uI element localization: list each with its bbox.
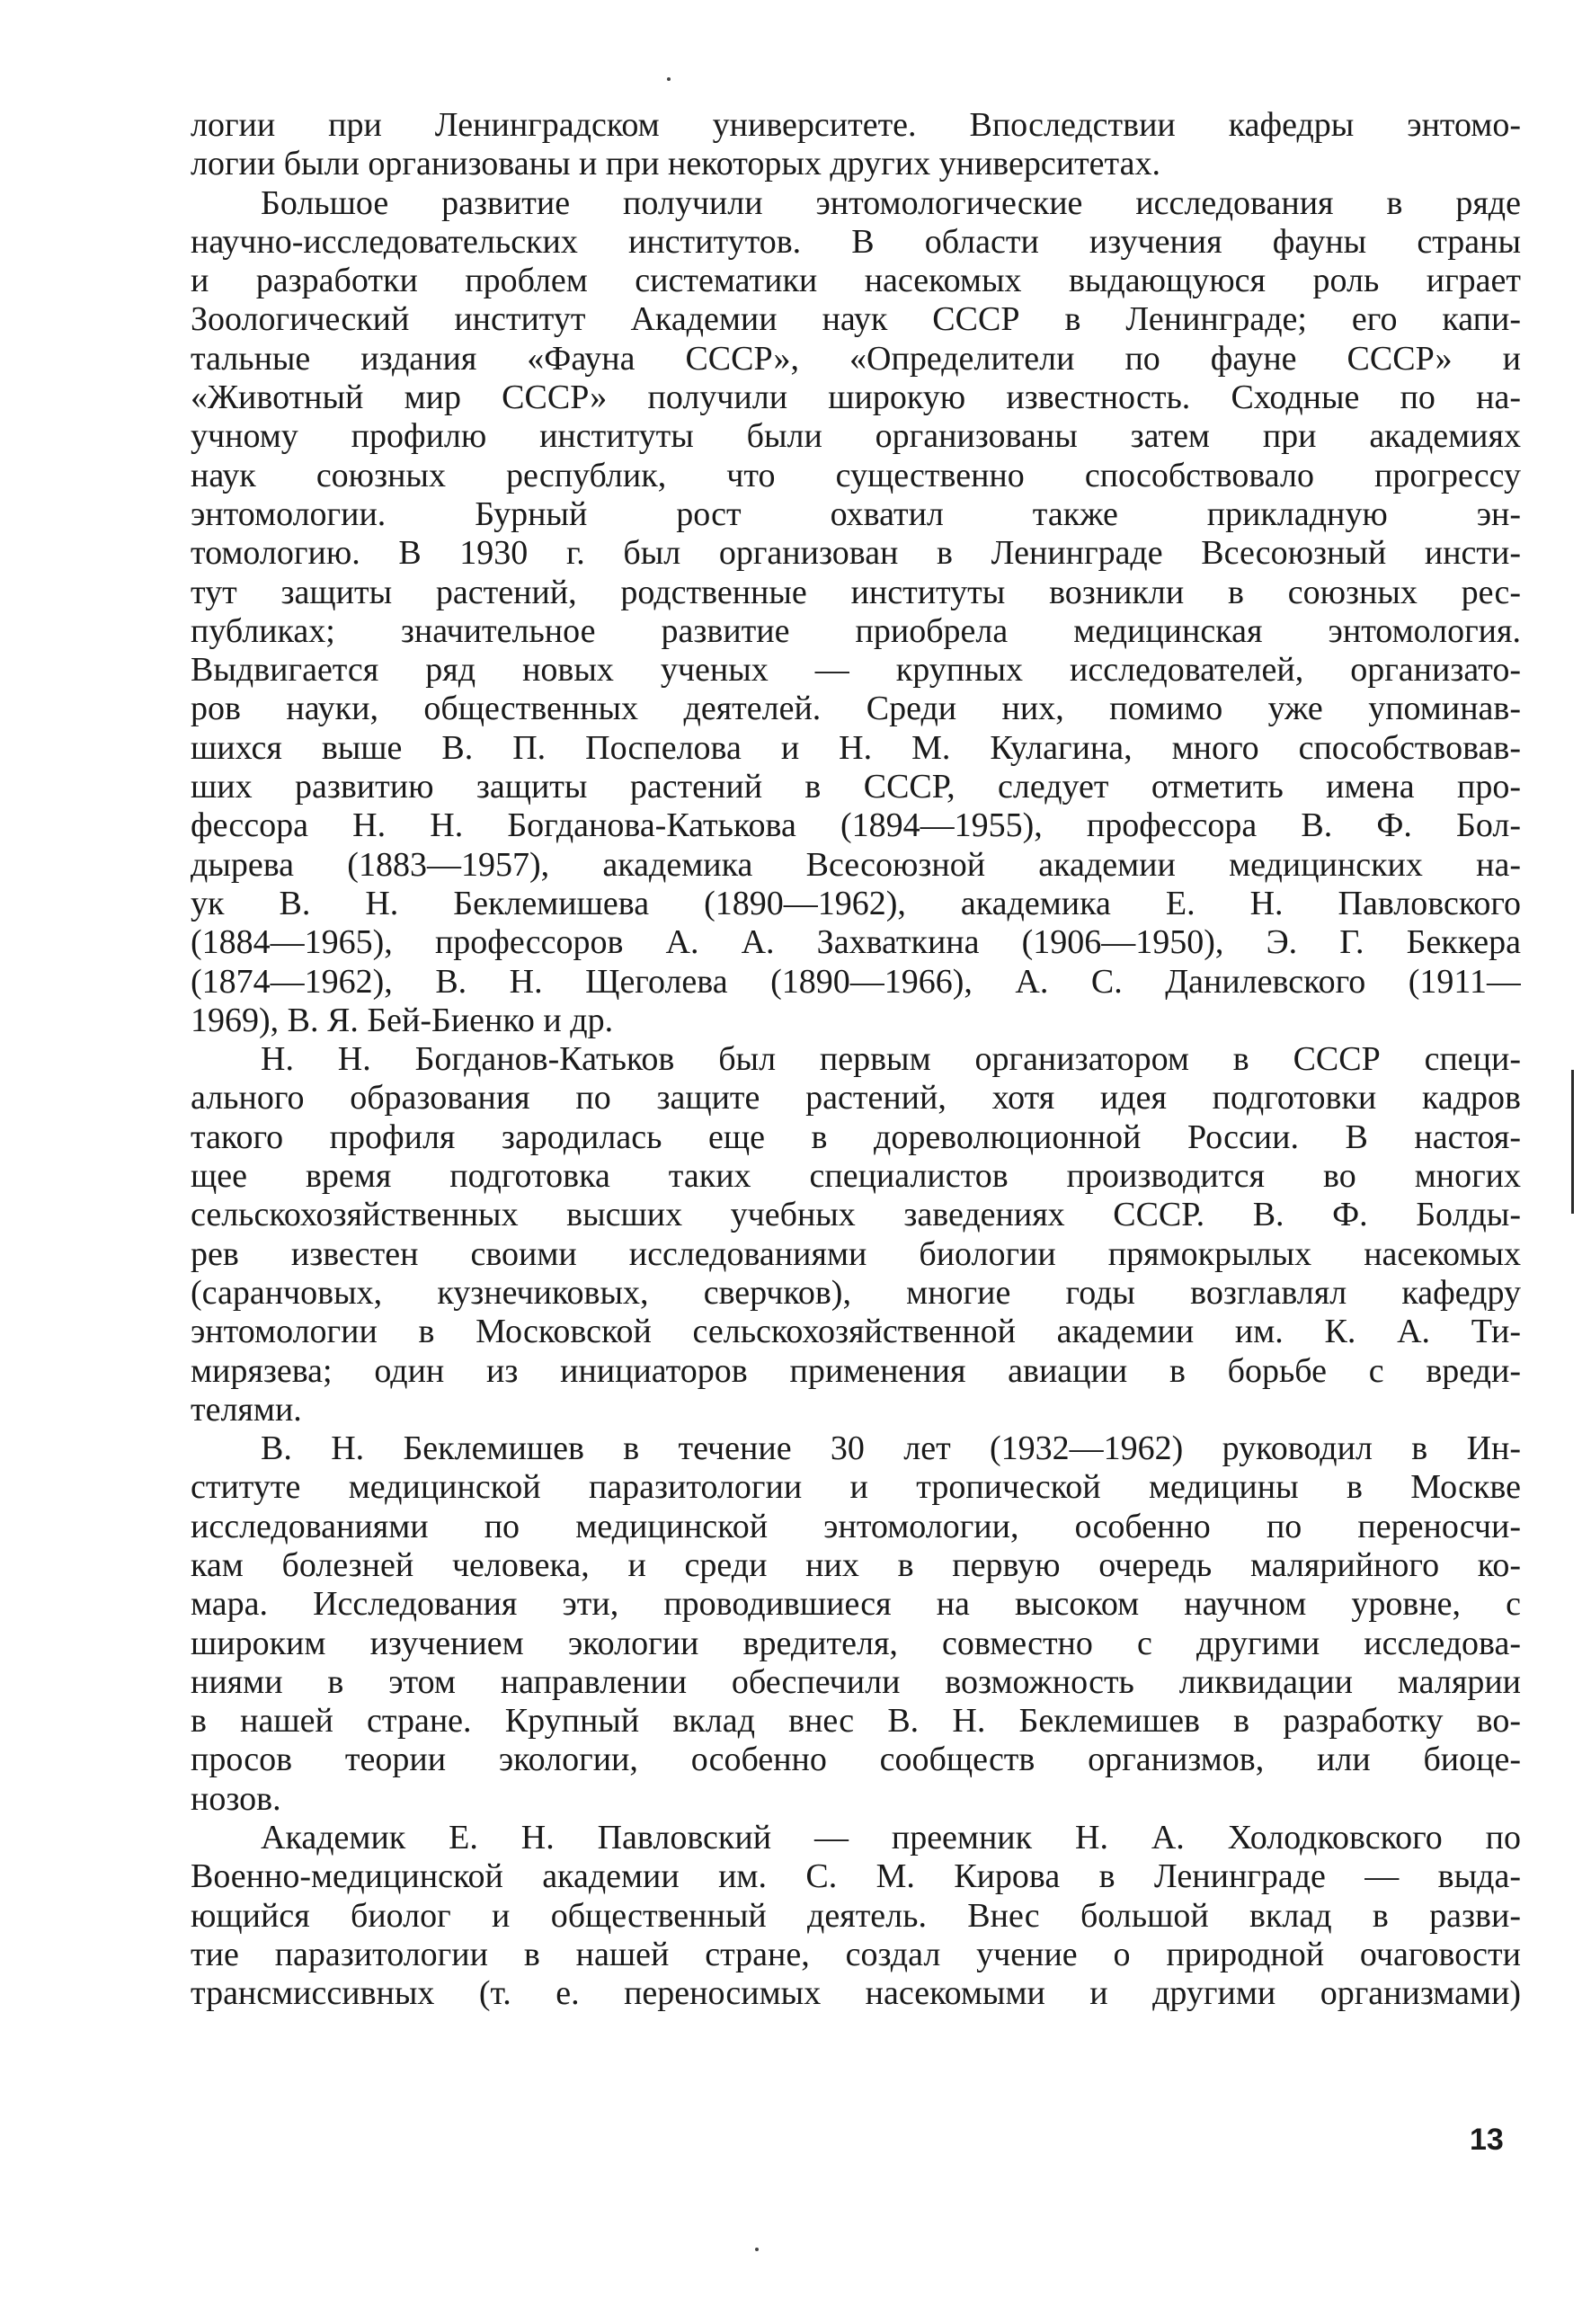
text-line: ниями в этом направлении обеспечили возможность ликвидации малярии bbox=[191, 1662, 1521, 1701]
text-line: мирязева; один из инициаторов применения авиации в борьбе с вреди- bbox=[191, 1351, 1521, 1390]
page-number: 13 bbox=[1470, 2123, 1504, 2157]
text-line: энтомологии. Бурный рост охватил также прикладную эн- bbox=[191, 494, 1521, 533]
margin-mark bbox=[1571, 1070, 1574, 1214]
text-line: ших развитию защиты растений в СССР, следует отметить имена про- bbox=[191, 768, 1521, 806]
text-line: телями. bbox=[191, 1390, 302, 1429]
text-line: нозов. bbox=[191, 1779, 281, 1818]
text-line: (саранчовых, кузнечиковых, сверчков), многие годы возглавлял кафедру bbox=[191, 1273, 1521, 1312]
text-line: энтомологии в Московской сельскохозяйственной академии им. К. А. Ти- bbox=[191, 1313, 1521, 1351]
text-line: Большое развитие получили энтомологические исследования в ряде bbox=[261, 183, 1521, 222]
text-line: мара. Исследования эти, проводившиеся на высоком научном уровне, с bbox=[191, 1585, 1521, 1624]
text-line: (1874—1962), В. Н. Щеголева (1890—1966), А. С. Данилевского (1911— bbox=[191, 962, 1521, 1001]
text-line: ющийся биолог и общественный деятель. Внес большой вклад в разви- bbox=[191, 1896, 1521, 1935]
text-line: ук В. Н. Беклемишева (1890—1962), академика Е. Н. Павловского bbox=[191, 884, 1521, 922]
text-line: тальные издания «Фауна СССР», «Определители по фауне СССР» и bbox=[191, 339, 1521, 378]
text-line: трансмиссивных (т. е. переносимых насекомыми и другими организмами) bbox=[191, 1974, 1521, 2013]
text-line: томологию. В 1930 г. был организован в Ленинграде Всесоюзный инсти- bbox=[191, 534, 1521, 573]
text-line: ального образования по защите растений, хотя идея подготовки кадров bbox=[191, 1079, 1521, 1117]
text-line: логии при Ленинградском университете. Впоследствии кафедры энтомо- bbox=[191, 106, 1521, 144]
text-line: Выдвигается ряд новых ученых — крупных исследователей, организато- bbox=[191, 651, 1521, 690]
text-line: логии были организованы и при некоторых других университетах. bbox=[191, 145, 1160, 183]
text-line: Н. Н. Богданов-Катьков был первым организатором в СССР специ- bbox=[261, 1040, 1521, 1079]
text-line: ституте медицинской паразитологии и тропической медицины в Москве bbox=[191, 1468, 1521, 1507]
text-line: наук союзных республик, что существенно способствовало прогрессу bbox=[191, 456, 1521, 494]
text-line: научно-исследовательских институтов. В области изучения фауны страны bbox=[191, 222, 1521, 261]
text-line: Военно-медицинской академии им. С. М. Кирова в Ленинграде — выда- bbox=[191, 1857, 1521, 1896]
text-line: и разработки проблем систематики насекомых выдающуюся роль играет bbox=[191, 262, 1521, 300]
text-line: широким изучением экологии вредителя, совместно с другими исследова- bbox=[191, 1624, 1521, 1662]
text-line: тие паразитологии в нашей стране, создал учение о природной очаговости bbox=[191, 1935, 1521, 1973]
text-line: сельскохозяйственных высших учебных заведениях СССР. В. Ф. Болды- bbox=[191, 1196, 1521, 1234]
text-line: 1969), В. Я. Бей-Биенко и др. bbox=[191, 1001, 614, 1039]
text-line: Академик Е. Н. Павловский — преемник Н. А. Холодковского по bbox=[261, 1819, 1521, 1857]
text-line: (1884—1965), профессоров А. А. Захваткина (1906—1950), Э. Г. Беккера bbox=[191, 923, 1521, 962]
text-line: тут защиты растений, родственные институты возникли в союзных рес- bbox=[191, 573, 1521, 611]
text-line: «Животный мир СССР» получили широкую известность. Сходные по на- bbox=[191, 378, 1521, 417]
print-speck bbox=[667, 77, 671, 81]
text-line: учному профилю институты были организованы затем при академиях bbox=[191, 417, 1521, 456]
text-line: Зоологический институт Академии наук СССР в Ленинграде; его капи- bbox=[191, 300, 1521, 339]
text-line: просов теории экологии, особенно сообществ организмов, или биоце- bbox=[191, 1741, 1521, 1779]
text-line: дырева (1883—1957), академика Всесоюзной академии медицинских на- bbox=[191, 845, 1521, 884]
text-line: В. Н. Беклемишев в течение 30 лет (1932—1962) руководил в Ин- bbox=[261, 1429, 1521, 1468]
text-line: рев известен своими исследованиями биологии прямокрылых насекомых bbox=[191, 1234, 1521, 1273]
body-text bbox=[191, 106, 1521, 2014]
text-line: в нашей стране. Крупный вклад внес В. Н. Беклемишев в разработку во- bbox=[191, 1702, 1521, 1741]
text-line: ров науки, общественных деятелей. Среди них, помимо уже упоминав- bbox=[191, 690, 1521, 728]
text-line: кам болезней человека, и среди них в первую очередь малярийного ко- bbox=[191, 1545, 1521, 1584]
text-line: щее время подготовка таких специалистов производится во многих bbox=[191, 1157, 1521, 1196]
text-line: исследованиями по медицинской энтомологии, особенно по переносчи- bbox=[191, 1507, 1521, 1545]
text-line: публиках; значительное развитие приобрела медицинская энтомология. bbox=[191, 611, 1521, 650]
text-line: фессора Н. Н. Богданова-Катькова (1894—1955), профессора В. Ф. Бол- bbox=[191, 806, 1521, 845]
text-line: такого профиля зародилась еще в дореволюционной России. В настоя- bbox=[191, 1117, 1521, 1156]
print-speck bbox=[755, 2248, 759, 2251]
text-line: шихся выше В. П. Поспелова и Н. М. Кулагина, много способствовав- bbox=[191, 728, 1521, 767]
